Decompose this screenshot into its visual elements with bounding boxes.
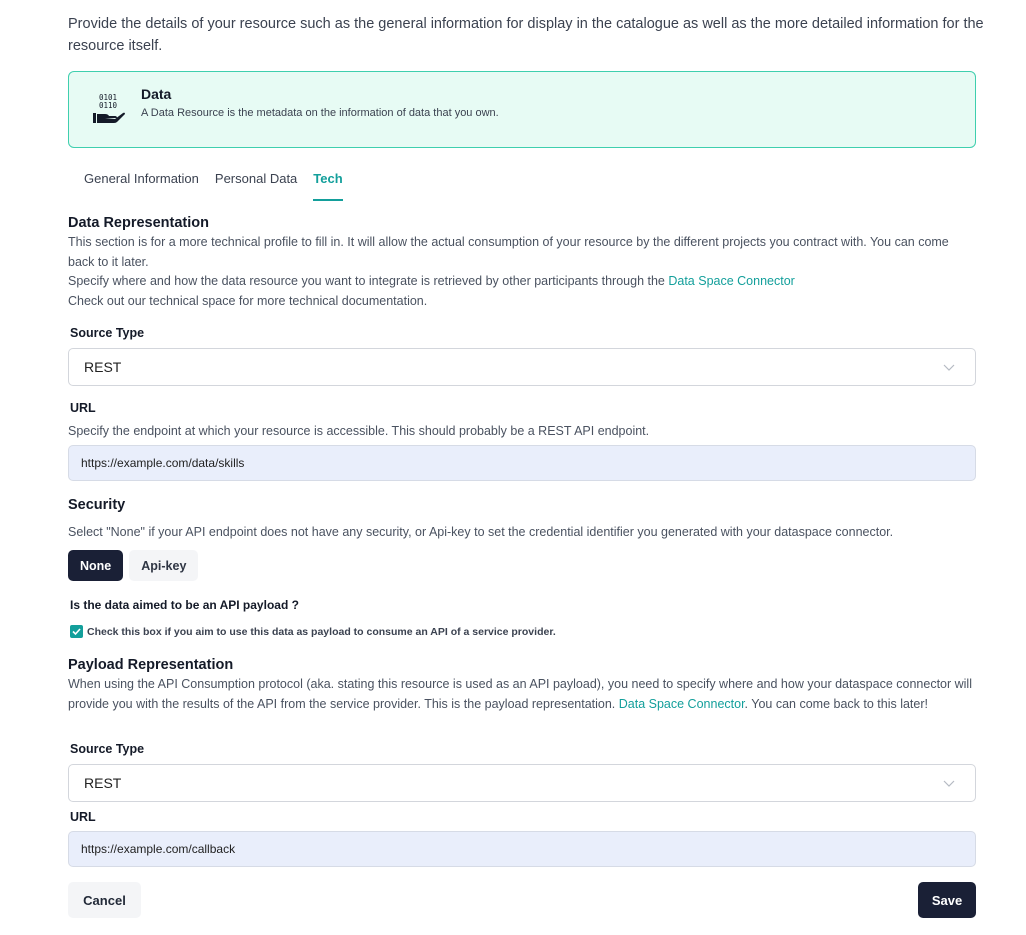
resource-type-title: Data xyxy=(141,86,172,102)
resource-type-description: A Data Resource is the metadata on the information of data that you own. xyxy=(141,107,499,119)
tab-tech[interactable]: Tech xyxy=(313,171,342,201)
payload-source-type-select[interactable] xyxy=(68,764,976,802)
data-representation-line2-text: Specify where and how the data resource you want to integrate is retrieved by other participants through the xyxy=(68,274,669,288)
api-payload-question: Is the data aimed to be an API payload ? xyxy=(70,598,299,612)
cancel-button[interactable]: Cancel xyxy=(68,882,141,918)
api-payload-checkbox[interactable] xyxy=(70,625,83,638)
payload-source-type-value: REST xyxy=(84,775,122,791)
payload-source-type-label: Source Type xyxy=(70,742,145,756)
intro-text: Provide the details of your resource such as the general information for display in the catalogue as well as the more detailed information for the resource itself. xyxy=(68,16,984,54)
payload-url-input[interactable] xyxy=(68,831,976,867)
chevron-down-icon xyxy=(943,361,955,373)
payload-url-label: URL xyxy=(70,810,96,824)
source-type-label: Source Type xyxy=(70,326,145,340)
tab-bar xyxy=(84,171,359,201)
data-representation-line2 xyxy=(68,272,978,292)
data-representation-heading: Data Representation xyxy=(68,215,210,231)
security-toggle-group xyxy=(68,550,198,581)
payload-representation-suffix: . You can come back to this later! xyxy=(744,696,928,711)
api-payload-checkbox-label: Check this box if you aim to use this data as payload to consume an API of a service provider. xyxy=(87,625,556,638)
source-type-select[interactable] xyxy=(68,348,976,386)
data-space-connector-link[interactable]: Data Space Connector xyxy=(668,274,795,288)
data-binary-hand-icon xyxy=(91,92,127,128)
resource-type-card xyxy=(68,71,976,148)
security-api-key-button[interactable]: Api-key xyxy=(129,550,198,581)
svg-text:0110: 0110 xyxy=(99,101,118,110)
svg-text:0101: 0101 xyxy=(99,93,118,102)
chevron-down-icon xyxy=(943,777,955,789)
url-input[interactable] xyxy=(68,445,976,481)
payload-representation-heading: Payload Representation xyxy=(68,657,234,673)
payload-representation-text: When using the API Consumption protocol (aka. stating this resource is used as an API payload), you need to specify where and how your dataspace connector will provide you with the results of the API from the service provider. This is the payload representation. xyxy=(68,677,972,711)
tab-general-information[interactable]: General Information xyxy=(84,171,199,186)
api-payload-checkbox-row xyxy=(70,625,556,638)
data-representation-description xyxy=(68,233,978,311)
data-representation-line3: Check out our technical space for more technical documentation. xyxy=(68,293,428,308)
url-help-text: Specify the endpoint at which your resource is accessible. This should probably be a REST API endpoint. xyxy=(68,424,650,438)
security-help-text: Select "None" if your API endpoint does not have any security, or Api-key to set the credential identifier you generated with your dataspace connector. xyxy=(68,525,894,539)
data-representation-line1: This section is for a more technical profile to fill in. It will allow the actual consumption of your resource by the different projects you contract with. You can come back to it later. xyxy=(68,235,949,269)
payload-representation-description xyxy=(68,675,978,714)
tab-personal-data[interactable]: Personal Data xyxy=(214,171,298,186)
security-none-button[interactable]: None xyxy=(68,550,123,581)
security-heading: Security xyxy=(68,497,126,513)
payload-data-space-connector-link[interactable]: Data Space Connector xyxy=(618,696,745,711)
source-type-value: REST xyxy=(84,359,122,375)
save-button[interactable]: Save xyxy=(918,882,976,918)
url-label: URL xyxy=(70,401,96,415)
checkmark-icon xyxy=(71,626,82,637)
